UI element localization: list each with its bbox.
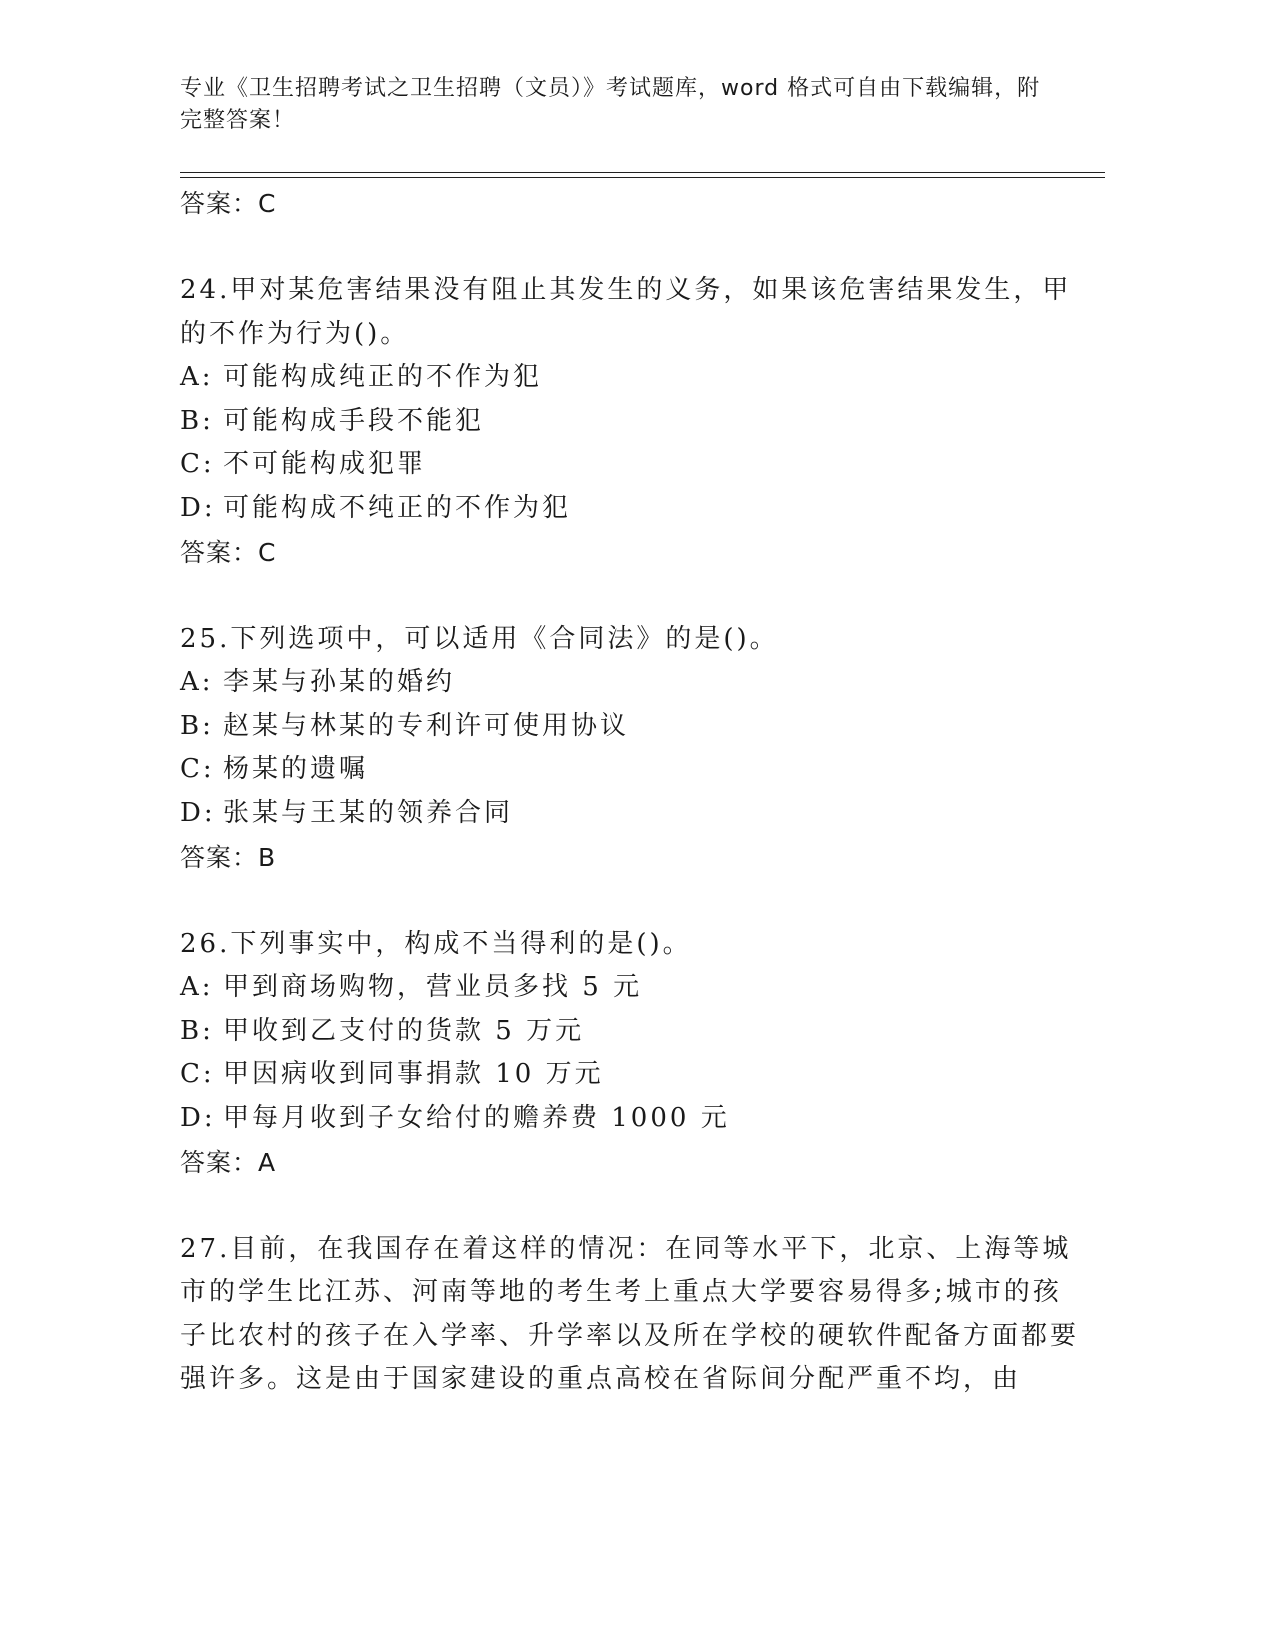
option-letter: A:: [180, 667, 214, 698]
option-letter: D:: [180, 1102, 216, 1133]
question-25: [180, 618, 1080, 880]
document-header: 专业《卫生招聘考试之卫生招聘（文员）》考试题库，word 格式可自由下载编辑，附完整答案！: [180, 76, 1041, 133]
option-text: 张某与王某的领养合同: [223, 797, 514, 828]
option-letter: C:: [180, 449, 215, 480]
option-a: [180, 966, 1080, 1010]
option-letter: B:: [180, 1015, 214, 1046]
option-text: 可能构成手段不能犯: [223, 405, 485, 436]
option-text: 甲每月收到子女给付的赡养费 1000 元: [223, 1102, 730, 1133]
option-text: 李某与孙某的婚约: [223, 667, 456, 698]
option-text: 甲因病收到同事捐款 10 万元: [223, 1059, 604, 1090]
option-text: 可能构成纯正的不作为犯: [223, 362, 543, 393]
option-b: [180, 400, 1080, 444]
option-letter: D:: [180, 492, 216, 523]
question-stem: 24.甲对某危害结果没有阻止其发生的义务，如果该危害结果发生，甲的不作为行为()。: [180, 275, 1072, 349]
option-letter: C:: [180, 754, 215, 785]
option-letter: D:: [180, 797, 216, 828]
option-text: 杨某的遗嘱: [223, 754, 369, 785]
option-d: [180, 487, 1080, 531]
question-stem: 26.下列事实中，构成不当得利的是()。: [180, 928, 692, 959]
option-letter: B:: [180, 405, 214, 436]
answer-line: 答案：B: [180, 842, 277, 872]
question-stem: 25.下列选项中，可以适用《合同法》的是()。: [180, 623, 779, 654]
option-text: 不可能构成犯罪: [223, 449, 427, 480]
question-27: [180, 1228, 1080, 1402]
option-b: [180, 1010, 1080, 1054]
question-stem: 27.目前，在我国存在着这样的情况：在同等水平下，北京、上海等城市的学生比江苏、河南等地的考生考上重点大学要容易得多;城市的孩子比农村的孩子在入学率、升学率以及所在学校的硬软件配备方面都要强许多。这是由于国家建设的重点高校在省际间分配严重不均，由: [180, 1233, 1080, 1395]
option-letter: A:: [180, 972, 214, 1003]
option-d: [180, 792, 1080, 836]
option-c: [180, 1053, 1080, 1097]
option-c: [180, 748, 1080, 792]
option-a: [180, 661, 1080, 705]
option-text: 可能构成不纯正的不作为犯: [223, 492, 572, 523]
option-d: [180, 1097, 1080, 1141]
answer-line: 答案：C: [180, 189, 277, 218]
document-body: [180, 182, 1080, 1402]
option-b: [180, 705, 1080, 749]
question-26: [180, 923, 1080, 1185]
header-divider-top: [180, 172, 1105, 173]
option-letter: B:: [180, 710, 214, 741]
answer-line: 答案：C: [180, 537, 277, 567]
header-divider-bottom: [180, 177, 1105, 178]
option-c: [180, 443, 1080, 487]
option-letter: A:: [180, 362, 214, 393]
option-text: 赵某与林某的专利许可使用协议: [223, 710, 630, 741]
answer-line: 答案：A: [180, 1147, 277, 1177]
option-text: 甲收到乙支付的货款 5 万元: [223, 1015, 585, 1046]
option-letter: C:: [180, 1059, 215, 1090]
option-text: 甲到商场购物，营业员多找 5 元: [223, 972, 643, 1003]
option-a: [180, 356, 1080, 400]
question-24: [180, 269, 1080, 575]
